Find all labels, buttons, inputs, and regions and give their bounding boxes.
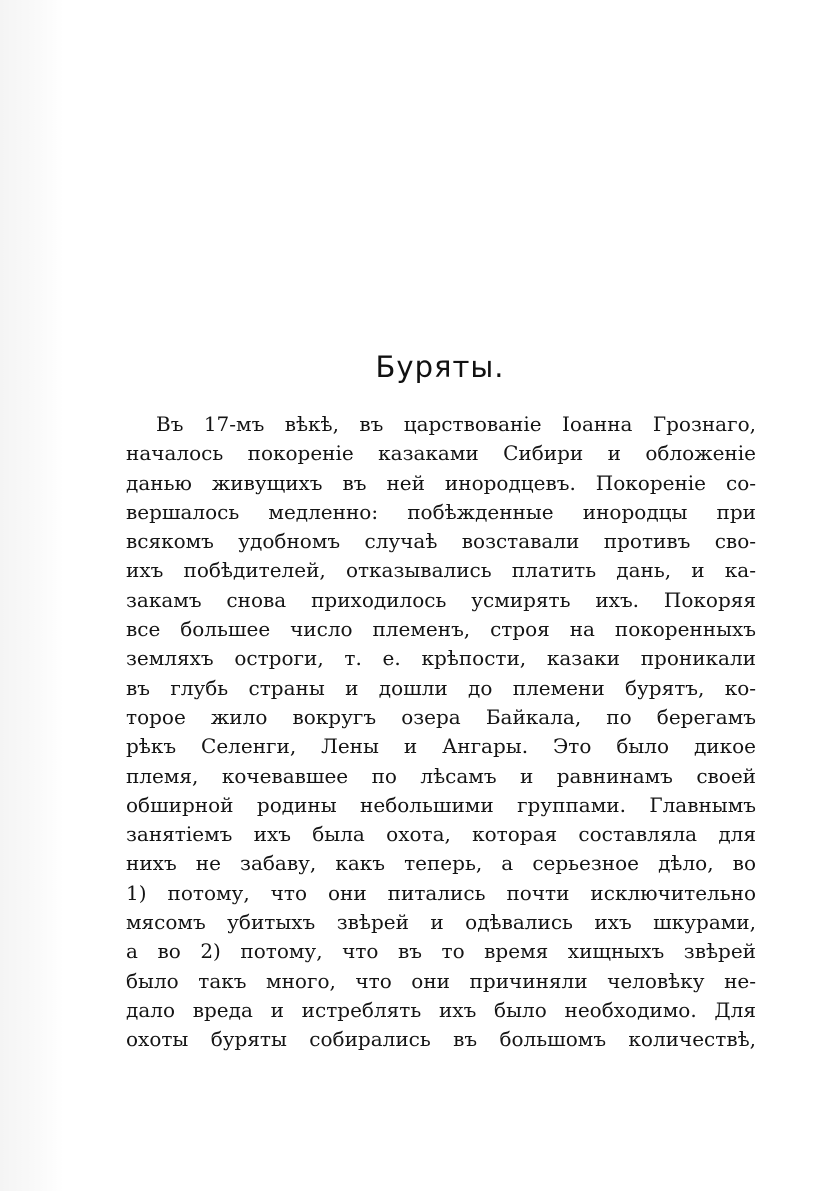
text-line: охоты буряты собирались въ большомъ количествѣ, (126, 1027, 756, 1052)
text-line: Въ 17-мъ вѣкѣ, въ царствованіе Іоанна Грознаго, (156, 412, 756, 436)
text-line: мясомъ убитыхъ звѣрей и одѣвались ихъ шкурами, (126, 910, 756, 935)
chapter-title: Буряты. (375, 350, 505, 384)
text-line: земляхъ остроги, т. е. крѣпости, казаки проникали (126, 646, 756, 671)
text-line: началось покореніе казаками Сибири и обложеніе (126, 441, 756, 466)
text-line: было такъ много, что они причиняли человѣку не- (126, 968, 756, 993)
text-line: ихъ побѣдителей, отказывались платить дань, и ка- (126, 558, 756, 583)
chapter-body (126, 410, 756, 1055)
text-line: вершалось медленно: побѣжденные инородцы при (126, 499, 756, 524)
text-line: торое жило вокругъ озера Байкала, по берегамъ (126, 704, 756, 729)
text-line: въ глубь страны и дошли до племени бурятъ, ко- (126, 675, 756, 700)
text-line: 1) потому, что они питались почти исключительно (126, 880, 756, 905)
text-line: рѣкъ Селенги, Лены и Ангары. Это было дикое (126, 734, 756, 759)
text-line: обширной родины небольшими группами. Главнымъ (126, 792, 756, 817)
text-line: всякомъ удобномъ случаѣ возставали противъ сво- (126, 529, 756, 554)
text-line: данью живущихъ въ ней инородцевъ. Покореніе со- (126, 470, 756, 495)
text-line: дало вреда и истреблять ихъ было необходимо. Для (126, 997, 756, 1022)
text-line: закамъ снова приходилось усмирять ихъ. Покоряя (126, 587, 756, 612)
text-line: занятіемъ ихъ была охота, которая составляла для (126, 822, 756, 847)
text-line: а во 2) потому, что въ то время хищныхъ звѣрей (126, 939, 756, 964)
page-edge-shadow (0, 0, 64, 1191)
text-line: все большее число племенъ, строя на покоренныхъ (126, 617, 756, 642)
text-line: племя, кочевавшее по лѣсамъ и равнинамъ своей (126, 763, 756, 788)
text-line: нихъ не забаву, какъ теперь, а серьезное дѣло, во (126, 851, 756, 876)
